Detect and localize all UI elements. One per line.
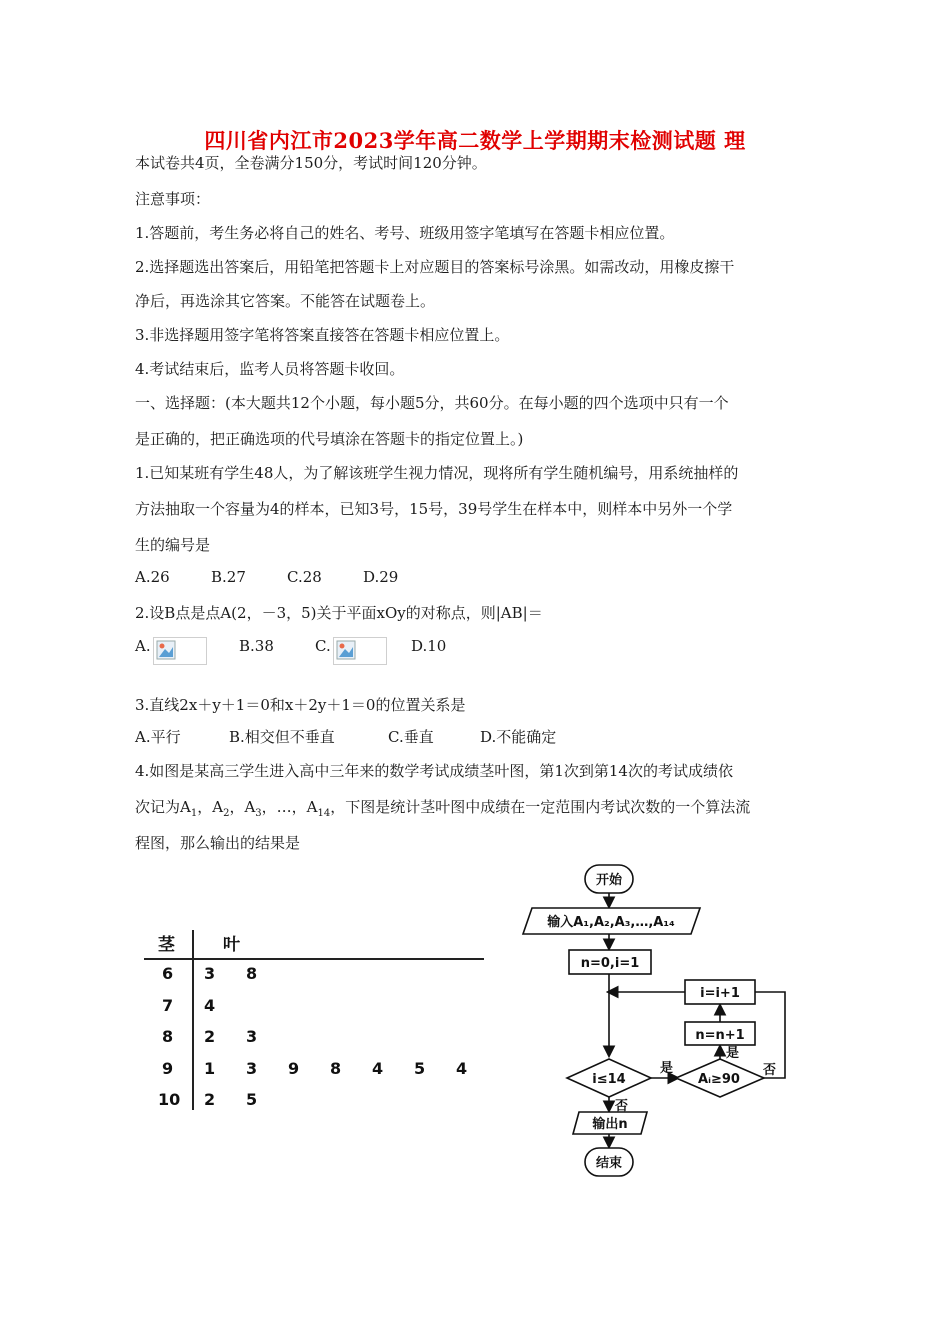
q4-text: 4.如图是某高三学生进入高中三年来的数学考试成绩茎叶图，第1次到第14次的考试成绩依 — [135, 762, 733, 780]
notice-line: 2.选择题选出答案后，用铅笔把答题卡上对应题目的答案标号涂黑。如需改动，用橡皮擦干 — [135, 258, 735, 276]
init-label: n=0,i=1 — [580, 956, 640, 971]
header-rule — [144, 958, 484, 960]
broken-image-icon — [153, 637, 207, 665]
leaf-value: 1 — [204, 1058, 216, 1078]
broken-image-icon — [333, 637, 387, 665]
q2-option-c: C. — [315, 637, 411, 665]
stem-leaf-row — [140, 996, 480, 1020]
q3-option-b: B.相交但不垂直 — [229, 728, 335, 746]
no-label: 否 — [763, 1063, 777, 1078]
q3-option-c: C.垂直 — [388, 728, 434, 746]
q1-option-b: B.27 — [211, 568, 246, 586]
q1-text: 生的编号是 — [135, 536, 211, 554]
q3-option-d: D.不能确定 — [480, 728, 557, 746]
stem-leaf-row — [140, 1090, 480, 1114]
leaf-value: 5 — [246, 1090, 258, 1109]
q2-text: 2.设B点是点A(2，－3，5)关于平面xOy的对称点，则|AB|＝ — [135, 604, 543, 622]
notice-line: 3.非选择题用签字笔将答案直接答在答题卡相应位置上。 — [135, 326, 510, 344]
input-label: 输入A₁,A₂,A₃,…,A₁₄ — [547, 915, 675, 930]
stem-leaf-row — [140, 964, 480, 988]
end-label: 结束 — [595, 1156, 623, 1171]
incr-i-label: i=i+1 — [700, 986, 740, 1001]
stem-header: 茎 — [158, 935, 175, 955]
leaf-value: 4 — [456, 1058, 468, 1078]
q3-option-a: A.平行 — [135, 728, 181, 746]
start-label: 开始 — [595, 873, 623, 888]
section-heading-cont: 是正确的，把正确选项的代号填涂在答题卡的指定位置上。) — [135, 430, 524, 448]
stem-value: 8 — [162, 1027, 174, 1046]
yes-label: 是 — [726, 1046, 740, 1061]
leaf-value: 9 — [288, 1058, 300, 1078]
q1-option-c: C.28 — [287, 568, 322, 586]
q4-text: 次记为$A_1$，$A_2$，$A_3$，…，$A_{14}$，下图是统计茎叶图中成绩在一定范围内考试次数的一个算法流 — [135, 798, 751, 819]
stem-value: 7 — [162, 995, 174, 1015]
section-heading: 一、选择题：(本大题共12个小题，每小题5分，共60分。在每小题的四个选项中只有一个 — [135, 394, 729, 412]
leaf-value: 3 — [246, 1027, 258, 1046]
q2-option-a: A. — [135, 637, 239, 665]
notice-line: 净后，再选涂其它答案。不能答在试题卷上。 — [135, 292, 436, 310]
intro-text: 本试卷共4页，全卷满分150分，考试时间120分钟。 — [135, 154, 487, 172]
leaf-value: 8 — [330, 1058, 342, 1078]
stem-value: 9 — [162, 1058, 174, 1078]
leaf-value: 2 — [204, 1027, 216, 1046]
stem-divider — [192, 930, 194, 1110]
page-title: 四川省内江市2023学年高二数学上学期期末检测试题 理 — [204, 128, 746, 153]
q1-text: 1.已知某班有学生48人，为了解该班学生视力情况，现将所有学生随机编号，用系统抽样的 — [135, 464, 739, 482]
incr-n-label: n=n+1 — [695, 1028, 745, 1043]
leaf-value: 5 — [414, 1058, 426, 1078]
q2-options — [135, 637, 446, 665]
stem-value: 6 — [162, 964, 174, 983]
q2-option-d: D.10 — [411, 637, 447, 655]
q1-text: 方法抽取一个容量为4的样本，已知3号，15号，39号学生在样本中，则样本中另外一个学 — [135, 500, 733, 518]
no-label: 否 — [615, 1099, 629, 1114]
cond-i-label: i≤14 — [592, 1072, 626, 1087]
yes-label: 是 — [660, 1061, 674, 1076]
stem-leaf-row — [140, 1059, 480, 1083]
leaf-value: 3 — [246, 1058, 258, 1078]
leaf-value: 4 — [204, 995, 216, 1015]
output-label: 输出n — [592, 1117, 628, 1132]
notice-heading: 注意事项： — [135, 190, 211, 208]
leaf-value: 4 — [372, 1058, 384, 1078]
flowchart — [515, 860, 805, 1185]
q3-options — [135, 726, 556, 747]
q1-option-d: D.29 — [363, 568, 399, 586]
stem-leaf-plot — [140, 926, 485, 1116]
q3-text: 3.直线2x＋y＋1＝0和x＋2y＋1＝0的位置关系是 — [135, 696, 466, 714]
leaf-value: 8 — [246, 964, 258, 983]
q4-text: 程图，那么输出的结果是 — [135, 834, 301, 852]
q2-option-b: B.38 — [239, 637, 274, 655]
leaf-header: 叶 — [223, 935, 240, 955]
leaf-value: 2 — [204, 1090, 216, 1109]
cond-a-label: Aᵢ≥90 — [698, 1072, 740, 1087]
q1-options — [135, 568, 398, 586]
stem-value: 10 — [158, 1090, 181, 1109]
q1-option-a: A.26 — [135, 568, 170, 586]
notice-line: 4.考试结束后，监考人员将答题卡收回。 — [135, 360, 405, 378]
leaf-value: 3 — [204, 964, 216, 983]
stem-leaf-row — [140, 1027, 480, 1051]
notice-line: 1.答题前，考生务必将自己的姓名、考号、班级用签字笔填写在答题卡相应位置。 — [135, 224, 675, 242]
